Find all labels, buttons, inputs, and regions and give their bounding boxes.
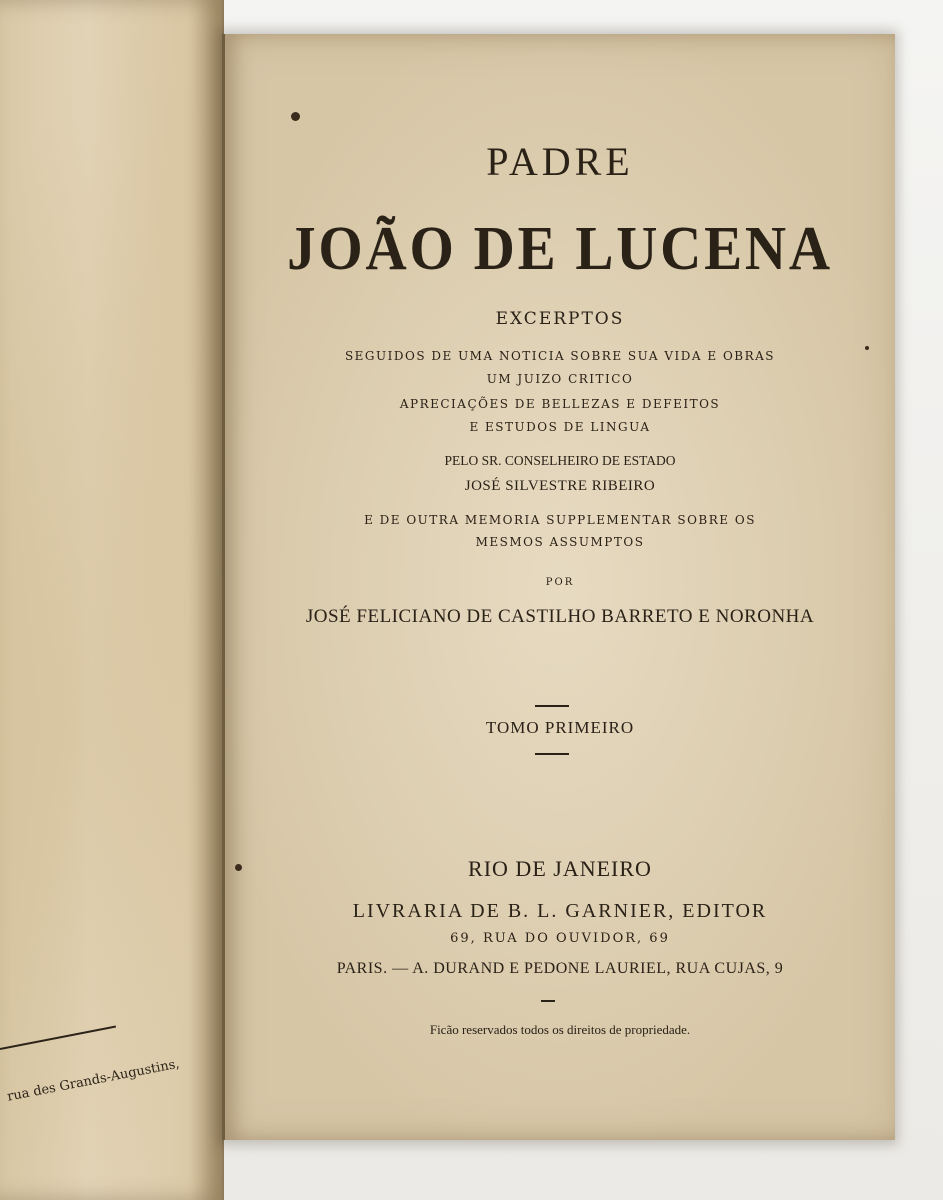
memoria-line: E DE OUTRA MEMORIA SUPPLEMENTAR SOBRE OS [364,513,756,527]
left-page-footer-text: rua des Grands-Augustins, [6,1056,181,1105]
title-page [222,34,895,1140]
imprint-city: RIO DE JANEIRO [468,856,652,881]
imprint-address: 69, RUA DO OUVIDOR, 69 [450,931,670,946]
subtitle-line: E ESTUDOS DE LINGUA [469,420,651,434]
divider-rule [541,1000,555,1002]
left-page-rule [0,1026,116,1050]
imprint-paris: PARIS. — A. DURAND E PEDONE LAURIEL, RUA CUJAS, 9 [336,960,784,977]
divider-rule [535,705,569,707]
foxing-spot [291,112,300,121]
por-line: POR [545,577,575,588]
author-name: JOSÉ FELICIANO DE CASTILHO BARRETO E NORONHA [305,606,815,627]
memoria-line: MESMOS ASSUMPTOS [475,535,645,549]
divider-rule [535,753,569,755]
pelo-line: PELO SR. CONSELHEIRO DE ESTADO [444,453,676,468]
volume-label: TOMO PRIMEIRO [485,718,635,737]
title-page-content [225,34,895,1140]
left-page [0,0,224,1200]
title-line-padre: PADRE [486,139,634,184]
subtitle-line: SEGUIDOS DE UMA NOTICIA SOBRE SUA VIDA E OBRAS [344,349,776,363]
imprint-publisher: LIVRARIA DE B. L. GARNIER, EDITOR [352,900,768,922]
rights-notice: Ficão reservados todos os direitos de propriedade. [429,1022,691,1037]
subtitle-line: APRECIAÇÕES DE BELLEZAS E DEFEITOS [399,397,721,411]
subtitle-excerptos: EXCERPTOS [495,309,625,329]
main-title: JOÃO DE LUCENA [287,215,833,283]
contributor-name: JOSÉ SILVESTRE RIBEIRO [464,478,656,494]
subtitle-line: UM JUIZO CRITICO [486,372,634,386]
